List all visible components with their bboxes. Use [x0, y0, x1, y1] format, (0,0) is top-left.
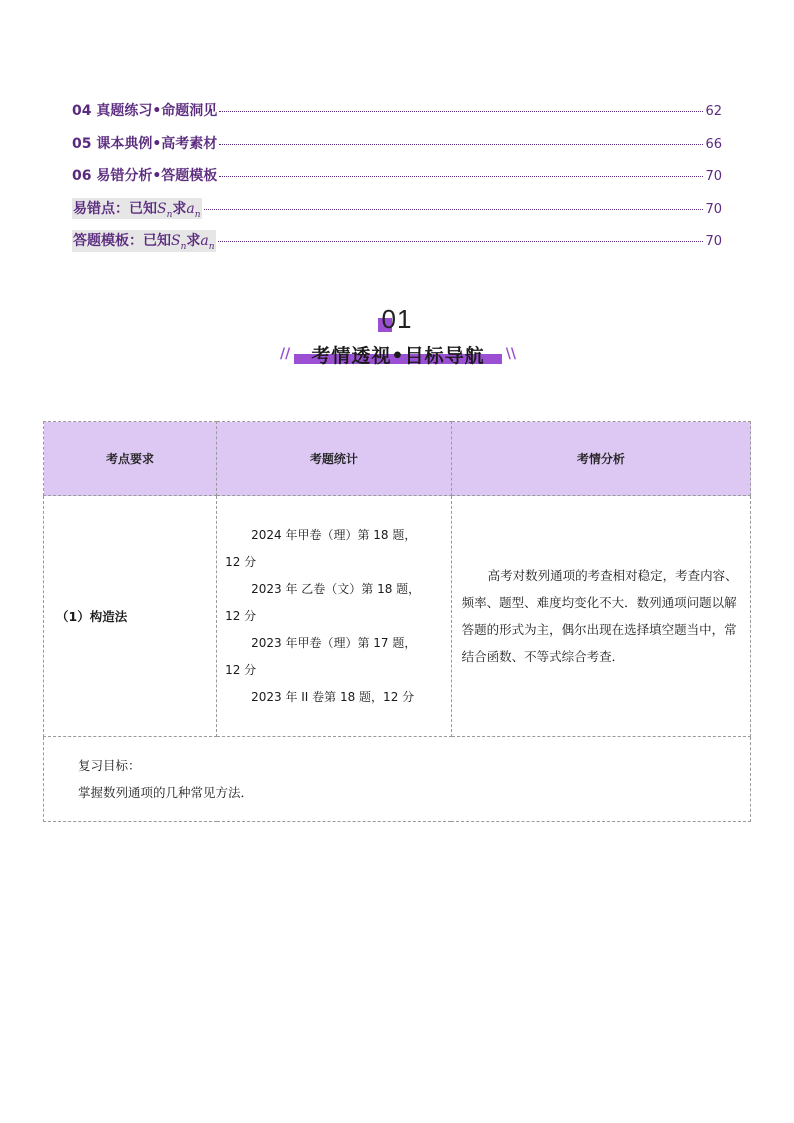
toc-item[interactable] — [72, 198, 722, 231]
analysis-text: 高考对数列通项的考查相对稳定，考查内容、频率、题型、难度均变化不大．数列通项问题以解答题的形式为主，偶尔出现在选择填空题当中，常结合函数、不等式综合考查． — [461, 568, 738, 664]
toc-leader-dots — [219, 176, 703, 177]
toc-item[interactable] — [72, 230, 722, 263]
toc-leader-dots — [219, 111, 703, 112]
stat-line: 2023 年 II 卷第 18 题，12 分 — [251, 689, 415, 704]
stat-line: 2023 年甲卷（理）第 17 题， — [251, 635, 417, 650]
toc-item-label — [72, 198, 202, 220]
table-row-goals — [44, 737, 751, 822]
math-symbol: $a_n$ — [186, 200, 201, 220]
toc-item-page: 70 — [705, 169, 722, 184]
header-analysis: 考情分析 — [451, 422, 750, 496]
stat-line: 12 分 — [225, 662, 257, 677]
stat-line: 12 分 — [225, 608, 257, 623]
math-symbol: $S_n$ — [171, 233, 187, 252]
math-symbol: $a_n$ — [200, 233, 215, 252]
goal-text: 掌握数列通项的几种常见方法． — [78, 785, 254, 800]
table-row — [44, 496, 751, 737]
section-number: 01 — [381, 304, 413, 334]
toc-item-page: 70 — [705, 234, 722, 249]
toc-item-page: 62 — [705, 104, 722, 119]
toc-label-text: 答题模板：已知 — [73, 233, 171, 249]
decor-slash-right: \\ — [505, 346, 516, 362]
review-goals-cell — [44, 737, 751, 822]
requirement-cell: （1）构造法 — [44, 496, 217, 737]
toc-label-text: 易错点：已知 — [73, 200, 157, 217]
header-requirement: 考点要求 — [44, 422, 217, 496]
decor-slash-left: // — [280, 346, 291, 362]
section-title: 考情透视•目标导航 — [311, 345, 485, 367]
toc-leader-dots — [218, 241, 704, 242]
stat-line: 2024 年甲卷（理）第 18 题， — [251, 527, 417, 542]
toc-item[interactable] — [72, 165, 722, 198]
table-of-contents — [72, 100, 722, 263]
toc-item-label — [72, 230, 216, 252]
toc-leader-dots — [204, 209, 704, 210]
toc-label-text: 求 — [186, 233, 201, 249]
header-statistics: 考题统计 — [217, 422, 452, 496]
toc-leader-dots — [219, 144, 703, 145]
stat-line: 2023 年 乙卷（文）第 18 题， — [251, 581, 421, 596]
section-title-banner — [280, 340, 516, 368]
toc-item-label: 05 课本典例•高考素材 — [72, 135, 218, 152]
toc-item-label: 04 真题练习•命题洞见 — [72, 103, 218, 119]
toc-item-page: 70 — [705, 201, 722, 217]
toc-item[interactable] — [72, 133, 722, 166]
toc-label-text: 求 — [172, 200, 187, 217]
toc-item-label: 06 易错分析•答题模板 — [72, 168, 218, 184]
toc-item[interactable] — [72, 100, 722, 133]
table-header-row — [44, 422, 751, 496]
statistics-cell — [217, 496, 452, 737]
exam-analysis-table — [43, 421, 751, 822]
analysis-cell — [451, 496, 750, 737]
goal-label: 复习目标： — [78, 758, 141, 773]
math-symbol: $S_n$ — [157, 200, 173, 220]
stat-line: 12 分 — [225, 554, 257, 569]
toc-item-page: 66 — [705, 136, 722, 152]
